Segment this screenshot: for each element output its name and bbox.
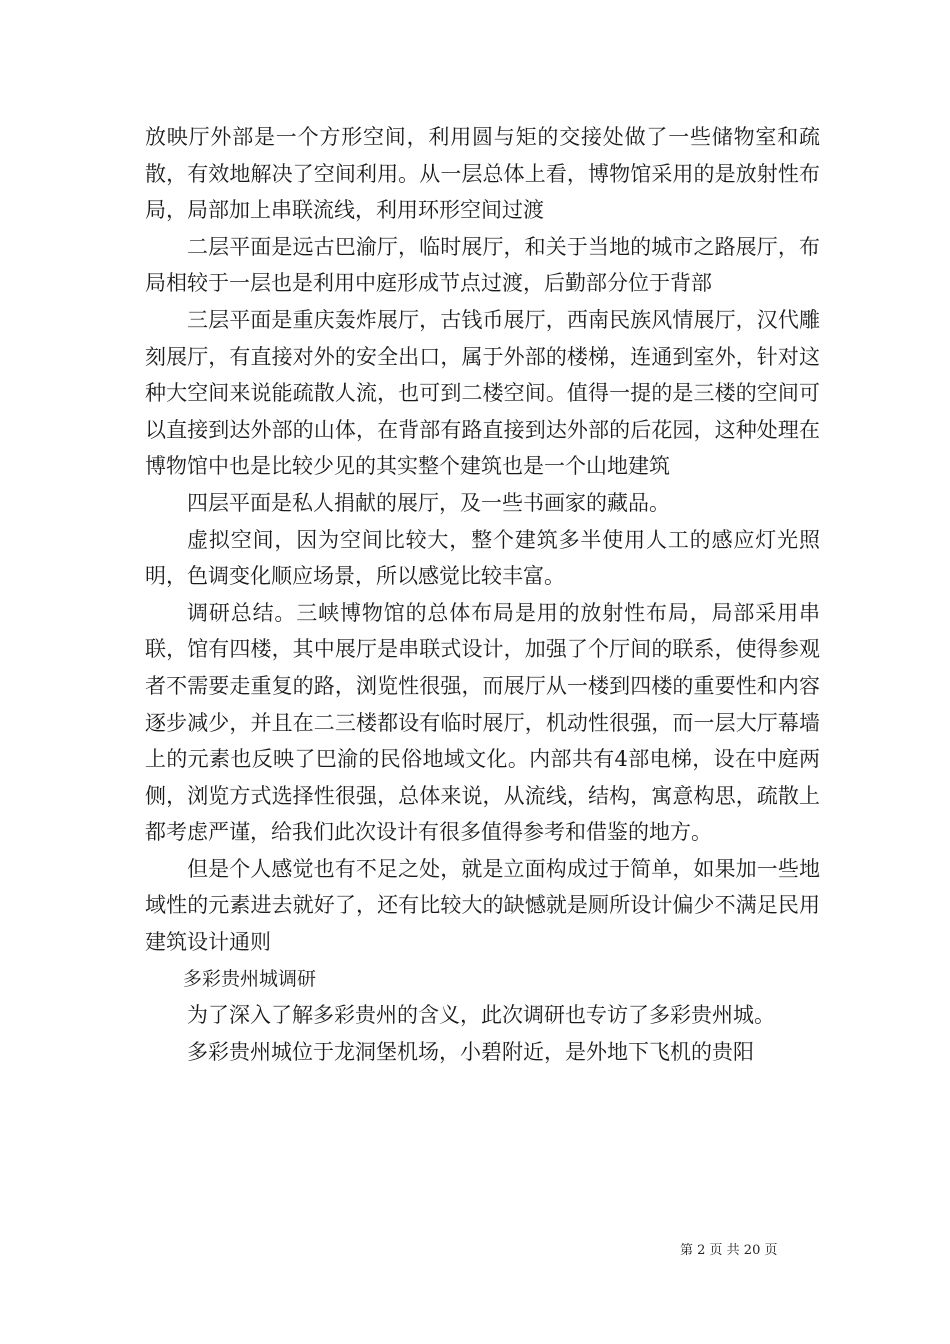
page-number: 第 2 页 共 20 页 [680,1243,778,1258]
paragraph-3: 三层平面是重庆轰炸展厅，古钱币展厅，西南民族风情展厅，汉代雕刻展厅，有直接对外的安全出口，属于外部的楼梯，连通到室外，针对这种大空间来说能疏散人流，也可到二楼空间。值得一提的是三楼的空间可以直接到达外部的山体，在背部有路直接到达外部的后花园，这种处理在博物馆中也是比较少见的其实整个建筑也是一个山地建筑 [145,307,820,479]
paragraph-8: 为了深入了解多彩贵州的含义，此次调研也专访了多彩贵州城。 [187,1003,775,1028]
paragraph-2: 二层平面是远古巴渝厅，临时展厅，和关于当地的城市之路展厅，布局相较于一层也是利用中庭形成节点过渡，后勤部分位于背部 [145,234,820,296]
paragraph-4: 四层平面是私人捐献的展厅，及一些书画家的藏品。 [187,490,670,515]
paragraph-6: 调研总结。三峡博物馆的总体布局是用的放射性布局，局部采用串联，馆有四楼，其中展厅是串联式设计，加强了个厅间的联系，使得参观者不需要走重复的路，浏览性很强，而展厅从一楼到四楼的重要性和内容逐步减少，并且在二三楼都设有临时展厅，机动性很强，而一层大厅幕墙上的元素也反映了巴渝的民俗地域文化。内部共有4部电梯，设在中庭两侧，浏览方式选择性很强，总体来说，从流线，结构，寓意构思，疏散上都考虑严谨，给我们此次设计有很多值得参考和借鉴的地方。 [145,600,820,845]
document-body [145,119,820,1070]
paragraph-5: 虚拟空间，因为空间比较大，整个建筑多半使用人工的感应灯光照明，色调变化顺应场景，所以感觉比较丰富。 [145,527,820,589]
paragraph-7: 但是个人感觉也有不足之处，就是立面构成过于简单，如果加一些地域性的元素进去就好了，还有比较大的缺憾就是厕所设计偏少不满足民用建筑设计通则 [145,856,820,955]
paragraph-9: 多彩贵州城位于龙洞堡机场，小碧附近，是外地下飞机的贵阳 [187,1039,754,1064]
paragraph-1: 放映厅外部是一个方形空间，利用圆与矩的交接处做了一些储物室和疏散，有效地解决了空间利用。从一层总体上看，博物馆采用的是放射性布局，局部加上串联流线，利用环形空间过渡 [145,125,820,223]
section-heading: 多彩贵州城调研 [183,967,317,990]
